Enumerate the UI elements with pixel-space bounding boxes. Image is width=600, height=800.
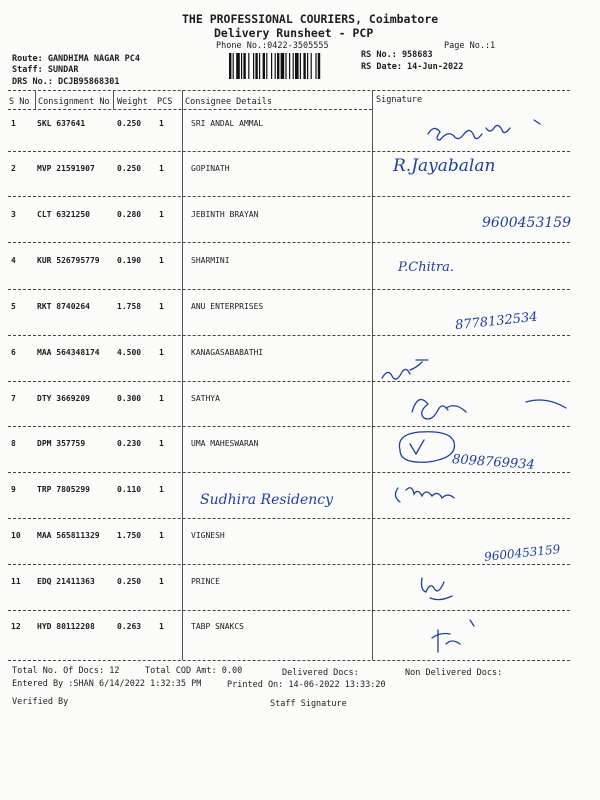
row-sno: 8 (11, 439, 16, 448)
row-weight: 1.750 (117, 531, 142, 540)
row-weight: 0.250 (117, 164, 142, 173)
delivered-docs: Delivered Docs: (282, 668, 359, 678)
barcode-bar (263, 53, 265, 79)
consignee-handwritten: Sudhira Residency (200, 492, 334, 508)
row-consignee: GOPINATH (191, 164, 230, 173)
row-consignment: RKT 8740264 (37, 302, 90, 311)
total-docs: Total No. Of Docs: 12 (12, 666, 120, 676)
header-top-rule (8, 90, 570, 91)
signature-scribble (412, 400, 566, 420)
barcode-bar (255, 53, 257, 79)
runsheet-title: Delivery Runsheet - PCP (214, 26, 374, 40)
barcode-bar (266, 53, 267, 79)
row-consignment: TRP 7805299 (37, 485, 90, 494)
row-sno: 9 (11, 485, 16, 494)
barcode-bar (318, 53, 320, 79)
barcode-bar (233, 53, 234, 79)
row-pcs: 1 (159, 302, 164, 311)
barcode-bar (285, 53, 286, 79)
drs-number: DRS No.: DCJB95868301 (12, 77, 120, 87)
row-consignee: PRINCE (191, 577, 220, 586)
row-weight: 4.500 (117, 348, 142, 357)
col-divider (35, 90, 36, 109)
row-consignment: HYD 80112208 (37, 622, 95, 631)
barcode-bar (307, 53, 308, 79)
row-weight: 0.230 (117, 439, 142, 448)
non-delivered-docs: Non Delivered Docs: (405, 668, 503, 678)
verified-by: Verified By (12, 697, 69, 707)
row-weight: 0.263 (117, 622, 142, 631)
row-consignment: SKL 637641 (37, 119, 86, 128)
col-divider (113, 90, 114, 109)
row-sno: 4 (11, 256, 16, 265)
barcode (229, 53, 353, 79)
table-bottom-rule (8, 660, 570, 661)
row-pcs: 1 (159, 531, 164, 540)
row-consignee: SHARMINI (191, 256, 230, 265)
barcode-bar (248, 53, 249, 79)
barcode-bar (303, 53, 305, 79)
row-consignment: MAA 565811329 (37, 531, 100, 540)
col-divider-main (372, 90, 373, 660)
barcode-bar (311, 53, 312, 79)
row-sno: 10 (11, 531, 21, 540)
row-sno: 5 (11, 302, 16, 311)
row-sno: 6 (11, 348, 16, 357)
signature-scribble (422, 578, 453, 600)
row-consignee: JEBINTH BRAYAN (191, 210, 259, 219)
signature-scribble (395, 488, 454, 502)
entered-by: Entered By :SHAN 6/14/2022 1:32:35 PM (12, 679, 202, 689)
row-sno: 12 (11, 622, 21, 631)
signature-text: P.Chitra. (398, 260, 455, 275)
col-header-consignee: Consignee Details (185, 97, 272, 107)
signature-scribble (399, 432, 454, 463)
phone-number: Phone No.:0422-3505555 (216, 41, 329, 51)
row-consignment: MVP 21591907 (37, 164, 95, 173)
row-consignee: UMA MAHESWARAN (191, 439, 259, 448)
header-bottom-rule (8, 109, 372, 110)
printed-on: Printed On: 14-06-2022 13:33:20 (227, 680, 386, 690)
row-consignee: KANAGASABABATHI (191, 348, 264, 357)
total-cod: Total COD Amt: 0.00 (145, 666, 243, 676)
barcode-bar (293, 53, 294, 79)
row-pcs: 1 (159, 439, 164, 448)
row-pcs: 1 (159, 577, 164, 586)
barcode-graphic (229, 53, 353, 79)
row-pcs: 1 (159, 622, 164, 631)
page-number: Page No.:1 (444, 41, 496, 51)
phone-handwritten: 8778132534 (454, 309, 539, 334)
row-sno: 2 (11, 164, 16, 173)
barcode-bar (315, 53, 316, 79)
row-pcs: 1 (159, 394, 164, 403)
row-consignee: SRI ANDAL AMMAL (191, 119, 264, 128)
row-weight: 0.250 (117, 577, 142, 586)
row-sno: 11 (11, 577, 21, 586)
company-name: THE PROFESSIONAL COURIERS, Coimbatore (182, 12, 439, 26)
barcode-bar (289, 53, 290, 79)
row-pcs: 1 (159, 256, 164, 265)
row-weight: 1.758 (117, 302, 142, 311)
barcode-bar (241, 53, 242, 79)
rs-date: RS Date: 14-Jun-2022 (361, 62, 464, 72)
barcode-bar (236, 53, 240, 79)
col-header-pcs: PCS (157, 97, 173, 107)
row-sno: 1 (11, 119, 16, 128)
row-consignment: DPM 357759 (37, 439, 86, 448)
row-consignment: DTY 3669209 (37, 394, 90, 403)
row-pcs: 1 (159, 210, 164, 219)
row-weight: 0.250 (117, 119, 142, 128)
row-weight: 0.300 (117, 394, 142, 403)
phone-handwritten: 9600453159 (482, 215, 572, 231)
row-pcs: 1 (159, 164, 164, 173)
col-header-signature: Signature (376, 95, 423, 105)
row-consignee: VIGNESH (191, 531, 225, 540)
signature-scribble (382, 360, 428, 379)
col-header-consignment: Consignment No (38, 97, 110, 107)
row-weight: 0.280 (117, 210, 142, 219)
barcode-bar (271, 53, 272, 79)
col-header-sno: S No (9, 97, 30, 107)
barcode-bar (300, 53, 301, 79)
signature-scribble (428, 120, 540, 140)
route-label: Route: GANDHIMA NAGAR PC4 (12, 54, 140, 64)
barcode-bar (277, 53, 279, 79)
barcode-bar (253, 53, 254, 79)
row-consignment: EDQ 21411363 (37, 577, 95, 586)
barcode-bar (295, 53, 299, 79)
signatures-layer (376, 110, 576, 660)
col-divider-main (182, 90, 183, 660)
row-consignee: TABP SNAKCS (191, 622, 244, 631)
row-pcs: 1 (159, 485, 164, 494)
col-header-weight: Weight (117, 97, 148, 107)
row-pcs: 1 (159, 119, 164, 128)
row-consignee: SATHYA (191, 394, 220, 403)
barcode-bar (243, 53, 245, 79)
barcode-bar (259, 53, 260, 79)
barcode-bar (275, 53, 276, 79)
row-consignment: CLT 6321250 (37, 210, 90, 219)
row-sno: 3 (11, 210, 16, 219)
signature-scribble (432, 620, 474, 652)
row-consignee: ANU ENTERPRISES (191, 302, 264, 311)
barcode-bar (229, 53, 231, 79)
row-pcs: 1 (159, 348, 164, 357)
rs-number: RS No.: 958683 (361, 50, 433, 60)
row-sno: 7 (11, 394, 16, 403)
phone-handwritten: 9600453159 (483, 542, 561, 564)
signature-text: R.Jayabalan (393, 156, 496, 176)
staff-signature: Staff Signature (270, 699, 347, 709)
barcode-bar (281, 53, 285, 79)
row-consignment: KUR 526795779 (37, 256, 100, 265)
row-weight: 0.190 (117, 256, 142, 265)
row-consignment: MAA 564348174 (37, 348, 100, 357)
phone-handwritten: 8098769934 (451, 452, 536, 473)
row-weight: 0.110 (117, 485, 142, 494)
staff-label: Staff: SUNDAR (12, 65, 79, 75)
